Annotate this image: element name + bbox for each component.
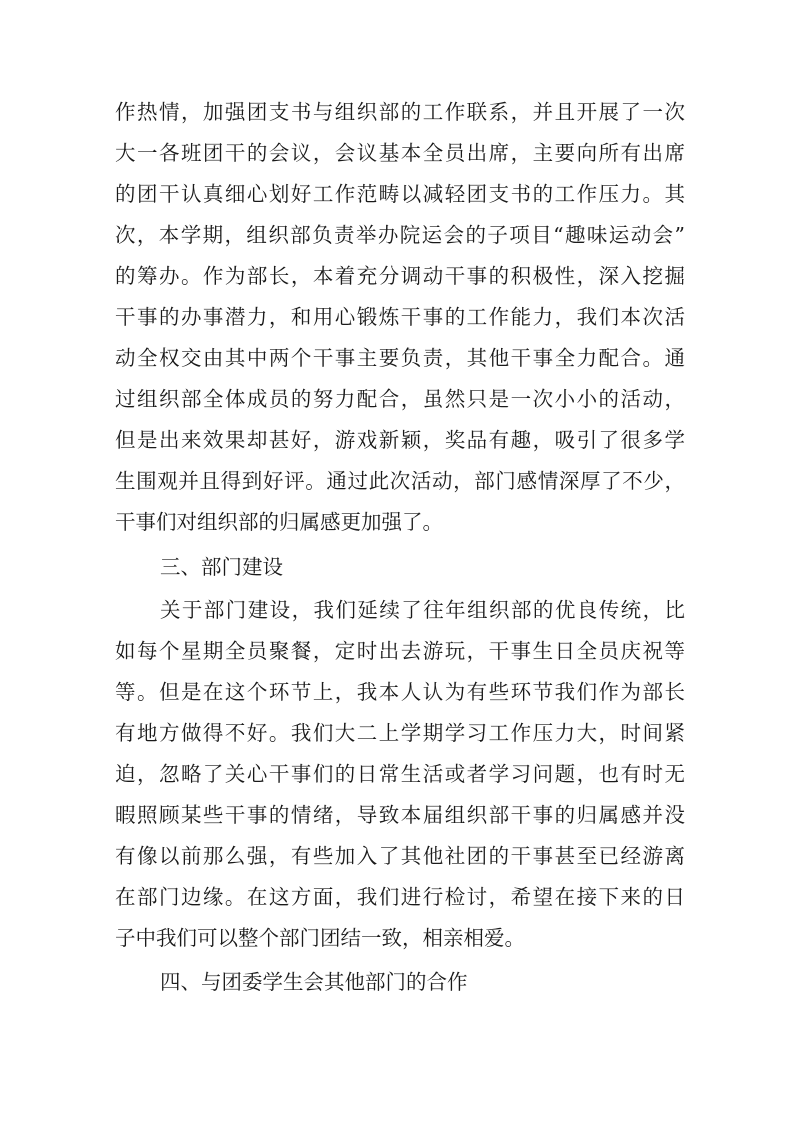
text-line: 关于部门建设，我们延续了往年组织部的优良传统，比	[160, 598, 685, 622]
section-heading: 三、部门建设	[160, 555, 283, 579]
text-line: 生围观并且得到好评。通过此次活动，部门感情深厚了不少，	[115, 469, 685, 493]
text-line: 有地方做得不好。我们大二上学期学习工作压力大，时间紧	[115, 721, 685, 745]
section-heading: 四、与团委学生会其他部门的合作	[160, 970, 468, 994]
text-line: 的筹办。作为部长，本着充分调动干事的积极性，深入挖掘	[115, 264, 685, 288]
text-line: 暇照顾某些干事的情绪，导致本届组织部干事的归属感并没	[115, 803, 685, 827]
text-line: 的团干认真细心划好工作范畴以减轻团支书的工作压力。其	[115, 182, 685, 206]
text-line: 子中我们可以整个部门团结一致，相亲相爱。	[115, 926, 525, 950]
text-line: 作热情，加强团支书与组织部的工作联系，并且开展了一次	[115, 100, 685, 124]
text-line: 等。但是在这个环节上，我本人认为有些环节我们作为部长	[115, 680, 685, 704]
text-line: 次，本学期，组织部负责举办院运会的子项目“趣味运动会”	[115, 223, 685, 247]
text-line: 大一各班团干的会议，会议基本全员出席，主要向所有出席	[115, 141, 685, 165]
text-line: 干事的办事潜力，和用心锻炼干事的工作能力，我们本次活	[115, 305, 685, 329]
text-line: 过组织部全体成员的努力配合，虽然只是一次小小的活动，	[115, 387, 685, 411]
text-line: 迫，忽略了关心干事们的日常生活或者学习问题，也有时无	[115, 762, 685, 786]
text-line: 但是出来效果却甚好，游戏新颖，奖品有趣，吸引了很多学	[115, 428, 685, 452]
text-line: 如每个星期全员聚餐，定时出去游玩，干事生日全员庆祝等	[115, 639, 685, 663]
text-line: 动全权交由其中两个干事主要负责，其他干事全力配合。通	[115, 346, 685, 370]
text-line: 有像以前那么强，有些加入了其他社团的干事甚至已经游离	[115, 844, 685, 868]
text-line: 干事们对组织部的归属感更加强了。	[115, 510, 443, 534]
text-line: 在部门边缘。在这方面，我们进行检讨，希望在接下来的日	[115, 885, 685, 909]
